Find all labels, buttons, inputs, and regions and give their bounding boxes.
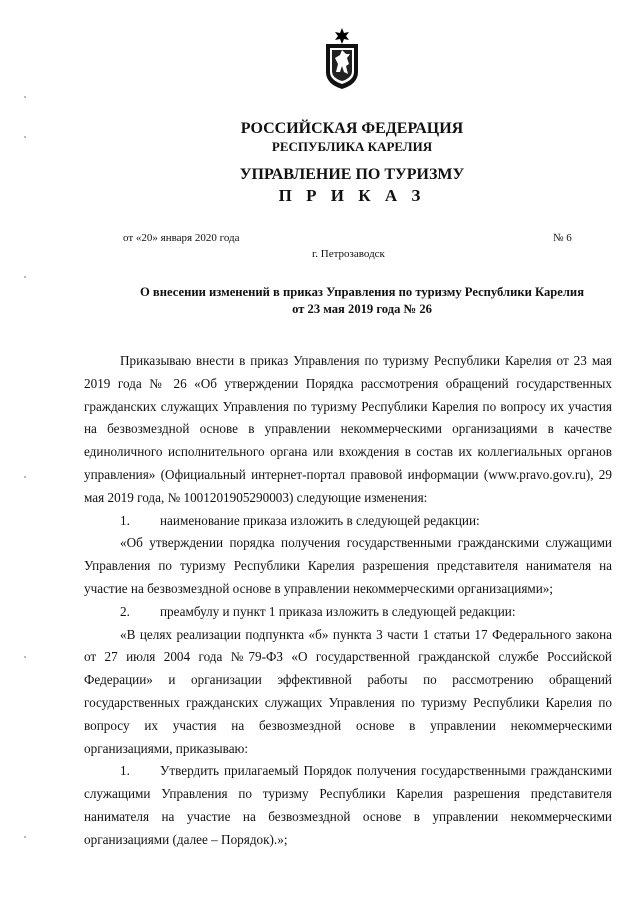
list-item-number: 2.	[120, 603, 130, 619]
list-item-text: преамбулу и пункт 1 приказа изложить в следующей редакции:	[160, 603, 516, 619]
agency-heading: УПРАВЛЕНИЕ ПО ТУРИЗМУ	[239, 166, 465, 183]
subject-line-1: О внесении изменений в приказ Управления по туризму Республики Карелия	[139, 285, 585, 299]
country-heading: РОССИЙСКАЯ ФЕДЕРАЦИЯ	[240, 120, 464, 137]
region-heading: РЕСПУБЛИКА КАРЕЛИЯ	[271, 139, 433, 154]
list-item-number: 1.	[120, 763, 130, 779]
document-type-heading: П Р И К А З	[278, 186, 426, 205]
list-item	[84, 601, 612, 624]
paragraph-intro: Приказываю внести в приказ Управления по туризму Республики Карелия от 23 мая 2019 года № 26 «Об утверждении Порядка рассмотрения обращений государственных гражданских служащих Управления по туризму Республики Карелия по вопросу их участия на безвозмездной основе в управлении некоммерческими организациями в качестве единоличного исполнительного органа или вхождения в состав их коллегиальных органов управления» (Официальный интернет-портал правовой информации (www.pravo.gov.ru), 29 мая 2019 года, № 1001201905290003) следующие изменения:	[84, 353, 612, 505]
order-body	[84, 350, 612, 852]
order-subject	[120, 284, 604, 318]
order-city: г. Петрозаводск	[312, 248, 385, 260]
paragraph-title-quote: «Об утверждении порядка получения государственными гражданскими служащими Управления по туризму Республики Карелия разрешения представителя нанимателя на участие на безвозмездной основе в управлении некоммерческими организациями»;	[84, 535, 612, 596]
list-item-text: Утвердить прилагаемый Порядок получения государственными гражданскими служащими Управления по туризму Республики Карелия разрешения представителя нанимателя на участие на безвозмездной основе в управлении некоммерческими организациями (далее – Порядок).»;	[84, 763, 612, 847]
subject-line-2: от 23 мая 2019 года № 26	[292, 302, 432, 316]
order-date: от «20» января 2020 года	[123, 232, 240, 244]
paragraph-preamble-quote: «В целях реализации подпункта «б» пункта 3 части 1 статьи 17 Федерального закона от 27 июля 2004 года №79-ФЗ «О государственной гражданской службе Российской Федерации» и организации эффективной работы по рассмотрению обращений государственных гражданских служащих Управления по туризму Республики Карелия по вопросу их участия на безвозмездной основе в управлении некоммерческими организациями, приказываю:	[84, 626, 612, 756]
order-number: № 6	[553, 232, 572, 244]
list-item-text: наименование приказа изложить в следующей редакции:	[160, 512, 480, 528]
list-item-number: 1.	[120, 512, 130, 528]
karelia-coat-of-arms-icon	[322, 28, 362, 90]
list-item	[84, 760, 612, 851]
scan-margin-marks	[24, 96, 28, 856]
list-item	[84, 510, 612, 533]
